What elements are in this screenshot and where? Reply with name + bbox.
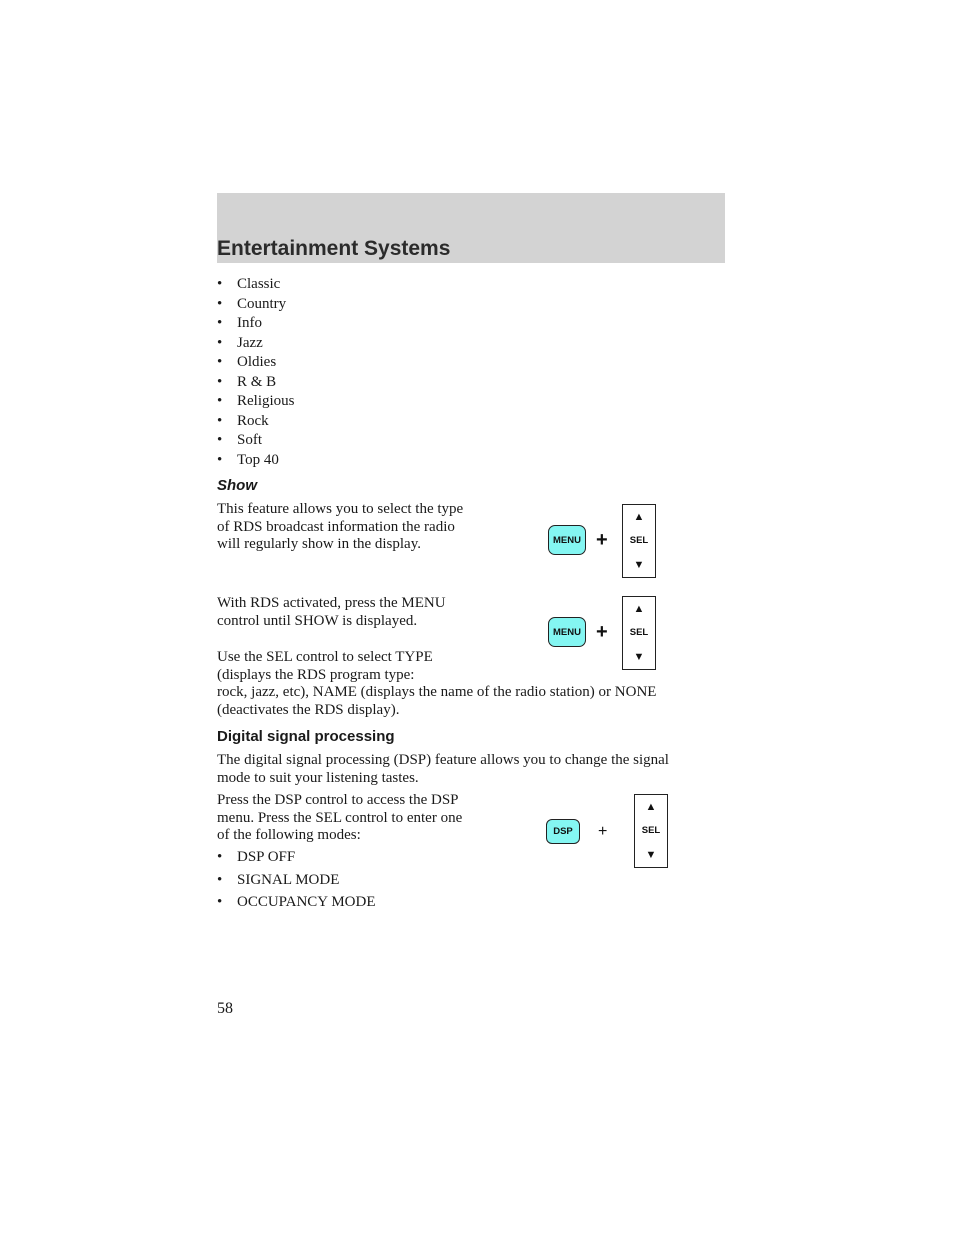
bullet-icon: • xyxy=(217,295,223,312)
arrow-up-icon: ▲ xyxy=(633,603,645,615)
bullet-icon: • xyxy=(217,276,223,292)
bullet-icon: • xyxy=(217,315,223,331)
program-type-list xyxy=(217,275,737,470)
sel-control-icon xyxy=(622,596,656,670)
list-item: • SIGNAL MODE xyxy=(217,869,376,892)
plus-icon: + xyxy=(596,621,608,643)
sel-label: SEL xyxy=(641,825,661,836)
list-item: • R & B xyxy=(217,373,737,393)
bullet-icon: • xyxy=(217,393,223,409)
list-item: • Top 40 xyxy=(217,451,737,471)
header-band xyxy=(217,193,725,263)
sel-label: SEL xyxy=(629,535,649,546)
list-item: • Oldies xyxy=(217,353,737,373)
page-content xyxy=(217,275,737,470)
show-heading: Show xyxy=(217,477,257,494)
plus-icon: + xyxy=(596,529,608,551)
arrow-down-icon: ▼ xyxy=(633,651,645,663)
list-item: • Country xyxy=(217,295,737,315)
show-paragraph-1: This feature allows you to select the type of RDS broadcast information the radio will regularly show in the display. xyxy=(217,501,464,552)
sel-control-icon xyxy=(622,504,656,578)
sel-label: SEL xyxy=(629,627,649,638)
menu-button-icon: MENU xyxy=(548,525,586,555)
menu-button-icon: MENU xyxy=(548,617,586,647)
arrow-up-icon: ▲ xyxy=(633,511,645,523)
show-paragraph-3: Use the SEL control to select TYPE (displays the RDS program type: rock, jazz, etc), NAME (displays the name of the radio station) or NONE (deactivates the RDS display). xyxy=(217,649,657,718)
bullet-icon: • xyxy=(217,412,223,429)
list-item: • Rock xyxy=(217,412,737,432)
bullet-icon: • xyxy=(217,373,223,390)
section-title: Entertainment Systems xyxy=(217,237,451,260)
bullet-icon: • xyxy=(217,432,223,448)
list-item: • OCCUPANCY MODE xyxy=(217,891,376,914)
bullet-icon: • xyxy=(217,849,223,865)
bullet-icon: • xyxy=(217,354,223,370)
arrow-up-icon: ▲ xyxy=(645,801,657,813)
show-paragraph-2: With RDS activated, press the MENU control until SHOW is displayed. xyxy=(217,595,446,629)
dsp-paragraph-1: The digital signal processing (DSP) feature allows you to change the signal mode to suit your listening tastes. xyxy=(217,752,669,786)
dsp-button-icon: DSP xyxy=(546,819,580,844)
dsp-paragraph-2: Press the DSP control to access the DSP menu. Press the SEL control to enter one of the following modes: xyxy=(217,792,463,843)
arrow-down-icon: ▼ xyxy=(645,849,657,861)
bullet-icon: • xyxy=(217,334,223,351)
plus-icon: + xyxy=(598,823,608,840)
bullet-icon: • xyxy=(217,894,223,910)
sel-control-icon xyxy=(634,794,668,868)
bullet-icon: • xyxy=(217,451,223,468)
list-item: • DSP OFF xyxy=(217,846,376,869)
list-item: • Soft xyxy=(217,431,737,451)
list-item: • Classic xyxy=(217,275,737,295)
list-item: • Info xyxy=(217,314,737,334)
dsp-heading: Digital signal processing xyxy=(217,728,395,745)
dsp-mode-list xyxy=(217,846,376,914)
list-item: • Jazz xyxy=(217,334,737,354)
list-item: • Religious xyxy=(217,392,737,412)
bullet-icon: • xyxy=(217,871,223,888)
page-number: 58 xyxy=(217,1000,233,1017)
arrow-down-icon: ▼ xyxy=(633,559,645,571)
